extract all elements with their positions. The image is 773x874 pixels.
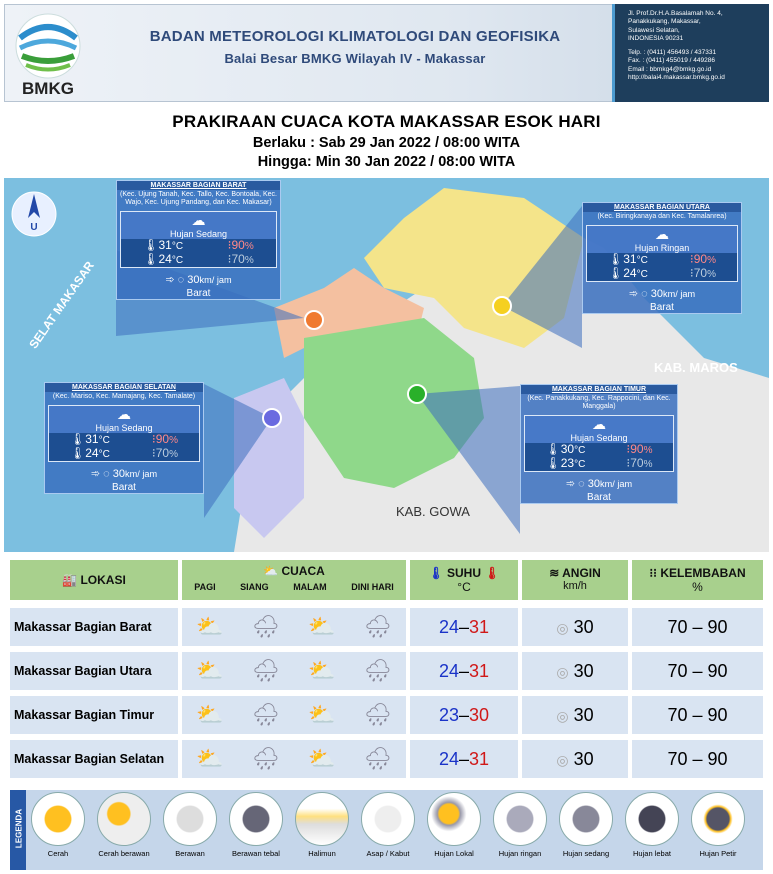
- panel-direction: Barat: [650, 302, 674, 313]
- contact-line[interactable]: http://balai4.makassar.bmkg.go.id: [628, 74, 725, 82]
- row-humidity: 70 – 90: [632, 696, 763, 734]
- row-weather-icons: [182, 740, 406, 778]
- row-location: Makassar Bagian Timur: [10, 696, 178, 734]
- panel-selatan: [44, 382, 204, 494]
- legend-berawan-tebal: Berawan tebal: [226, 792, 286, 858]
- sun-icon: [31, 792, 85, 846]
- agency-subtitle: Balai Besar BMKG Wilayah IV - Makassar: [224, 51, 486, 66]
- wind-icon: ≋: [549, 566, 560, 580]
- row-wind: ◎ 30: [522, 652, 628, 690]
- rain-icon: 🌧: [251, 614, 280, 639]
- period-malam: MALAM: [293, 582, 327, 592]
- sun-cloud-icon: [97, 792, 151, 846]
- row-weather-icons: [182, 652, 406, 690]
- legend-items: [28, 790, 763, 870]
- panel-condition: Hujan Sedang: [169, 229, 228, 239]
- partly-cloudy-icon: ⛅: [196, 614, 224, 639]
- header-suhu: 🌡 SUHU 🌡 °C: [410, 560, 518, 600]
- bmkg-logo: [14, 8, 86, 96]
- panel-direction: Barat: [587, 492, 611, 503]
- panel-title: MAKASSAR BAGIAN UTARA: [583, 203, 741, 212]
- partly-cloudy-icon: ⛅: [196, 746, 224, 771]
- legend-hujan-ringan: Hujan ringan: [490, 792, 550, 858]
- period-siang: SIANG: [240, 582, 269, 592]
- contact-line: Jl. Prof.Dr.H.A.Basalamah No. 4,: [628, 10, 723, 17]
- legend-hujan-sedang: Hujan sedang: [556, 792, 616, 858]
- panel-title: MAKASSAR BAGIAN TIMUR: [521, 385, 677, 394]
- panel-barat: [116, 180, 281, 300]
- label-maros: KAB. MAROS: [654, 360, 738, 375]
- rain-icon: 🌧: [363, 746, 392, 771]
- panel-utara: [582, 202, 742, 314]
- panel-condition: Hujan Sedang: [95, 423, 153, 433]
- rain-cloud-icon: ☁: [117, 406, 131, 422]
- legend-cerah-berawan: Cerah berawan: [94, 792, 154, 858]
- panel-direction: Barat: [186, 288, 211, 299]
- dark-cloud-icon: [229, 792, 283, 846]
- thermometer-icon: 🌡: [428, 566, 444, 580]
- label-selat: SELAT MAKASAR: [26, 258, 97, 352]
- rain-icon: 🌧: [251, 746, 280, 771]
- contact-line: INDONESIA 90231: [628, 34, 684, 42]
- header-kelembaban: ⁝⁝ KELEMBABAN %: [632, 560, 763, 600]
- valid-until: Hingga: Min 30 Jan 2022 / 08:00 WITA: [257, 154, 516, 170]
- local-rain-icon: [427, 792, 481, 846]
- moderate-rain-icon: [559, 792, 613, 846]
- haze-icon: [295, 792, 349, 846]
- legend-cerah: Cerah: [28, 792, 88, 858]
- panel-desc: (Kec. Mariso, Kec. Mamajang, Kec. Tamalate): [52, 393, 196, 400]
- rain-icon: 🌧: [251, 658, 280, 683]
- panel-condition: Hujan Ringan: [634, 243, 690, 253]
- contact-line: Email : bbmkg4@bmkg.go.id: [628, 65, 712, 73]
- partly-cloudy-icon: ⛅: [196, 702, 224, 727]
- compass-icon: ◎: [556, 752, 569, 768]
- compass-icon: ◎: [556, 708, 569, 724]
- panel-forecast: ☁ Hujan Ringan 🌡31°C ⁝90% 🌡24°C ⁝70%: [586, 225, 738, 282]
- panel-desc: (Kec. Biringkanaya dan Kec. Tamalanrea): [597, 213, 727, 220]
- drops-icon: ⁝⁝: [649, 566, 657, 580]
- row-location: Makassar Bagian Utara: [10, 652, 178, 690]
- header-cuaca: ⛅ CUACA PAGI SIANG MALAM DINI HARI: [182, 560, 406, 600]
- table-row: [10, 608, 763, 646]
- agency-name: [120, 28, 590, 66]
- panel-forecast: ☁ Hujan Sedang 🌡30°C ⁝90% 🌡23°C ⁝70%: [524, 415, 674, 472]
- header-angin: ≋ ANGIN km/h: [522, 560, 628, 600]
- row-wind: ◎ 30: [522, 608, 628, 646]
- panel-title: MAKASSAR BAGIAN BARAT: [117, 181, 280, 190]
- row-weather-icons: [182, 608, 406, 646]
- legend-halimun: Halimun: [292, 792, 352, 858]
- row-temp: 24–31: [410, 608, 518, 646]
- thermometer-hot-icon: 🌡: [484, 566, 500, 580]
- contact-box: [612, 4, 769, 102]
- valid-from: Berlaku : Sab 29 Jan 2022 / 08:00 WITA: [252, 135, 521, 151]
- panel-wind: ➾ ◌ 30km/ jam: [90, 468, 158, 480]
- thunderstorm-icon: [691, 792, 745, 846]
- header-lokasi: 🏭 LOKASI: [10, 560, 178, 600]
- rain-icon: 🌧: [363, 658, 392, 683]
- row-humidity: 70 – 90: [632, 652, 763, 690]
- marker-timur: [408, 385, 426, 403]
- logo-text: BMKG: [22, 79, 74, 96]
- forecast-map: [4, 178, 769, 552]
- contact-line: Panakkukang, Makassar,: [628, 18, 701, 26]
- legend-hujan-petir: Hujan Petir: [688, 792, 748, 858]
- label-gowa: KAB. GOWA: [396, 504, 470, 519]
- row-temp: 24–31: [410, 652, 518, 690]
- partly-cloudy-icon: ⛅: [308, 658, 336, 683]
- row-weather-icons: [182, 696, 406, 734]
- rain-icon: 🌧: [363, 614, 392, 639]
- rain-cloud-icon: ☁: [592, 416, 606, 432]
- north-label: U: [30, 222, 38, 233]
- panel-condition: Hujan Sedang: [570, 433, 628, 443]
- legend-tab: LEGENDA: [10, 790, 26, 870]
- contact-line: Telp. : (0411) 456493 / 437331: [628, 49, 717, 57]
- cloud-icon: [163, 792, 217, 846]
- marker-utara: [493, 297, 511, 315]
- partly-cloudy-icon: ⛅: [308, 746, 336, 771]
- period-pagi: PAGI: [194, 582, 216, 592]
- table-row: [10, 740, 763, 778]
- legend-hujan-lebat: Hujan lebat: [622, 792, 682, 858]
- compass-icon: ◎: [556, 664, 569, 680]
- humidity-icon: ⁝90%: [227, 238, 254, 252]
- factory-icon: 🏭: [62, 573, 78, 587]
- rain-icon: 🌧: [363, 702, 392, 727]
- rain-cloud-icon: ☁: [191, 212, 206, 228]
- contact-line: Sulawesi Selatan,: [628, 26, 680, 34]
- page-title: PRAKIRAAN CUACA KOTA MAKASSAR ESOK HARI: [172, 112, 601, 131]
- sun-cloud-icon: ⛅: [263, 564, 279, 578]
- table-row: [10, 696, 763, 734]
- forecast-table: [10, 560, 763, 785]
- forecast-title: [0, 112, 773, 170]
- row-humidity: 70 – 90: [632, 608, 763, 646]
- row-location: Makassar Bagian Selatan: [10, 740, 178, 778]
- panel-wind: ➾ ◌ 30km/ jam: [628, 288, 696, 300]
- contact-line: Fax. : (0411) 455019 / 449286: [628, 57, 715, 65]
- table-row: [10, 652, 763, 690]
- rain-icon: 🌧: [251, 702, 280, 727]
- marker-selatan: [263, 409, 281, 427]
- legend-hujan-lokal: Hujan Lokal: [424, 792, 484, 858]
- panel-forecast: ☁ Hujan Sedang 🌡31°C ⁝90% 🌡24°C ⁝70%: [48, 405, 200, 462]
- period-dini: DINI HARI: [351, 582, 394, 592]
- row-wind: ◎ 30: [522, 696, 628, 734]
- thermometer-icon: 🌡31°C: [143, 238, 184, 252]
- compass-icon: ◎: [556, 620, 569, 636]
- partly-cloudy-icon: ⛅: [196, 658, 224, 683]
- legend-berawan: Berawan: [160, 792, 220, 858]
- row-location: Makassar Bagian Barat: [10, 608, 178, 646]
- row-wind: ◎ 30: [522, 740, 628, 778]
- rain-cloud-icon: ☁: [655, 226, 669, 242]
- agency-title: BADAN METEOROLOGI KLIMATOLOGI DAN GEOFISIKA: [149, 28, 561, 45]
- partly-cloudy-icon: ⛅: [308, 614, 336, 639]
- marker-barat: [305, 311, 323, 329]
- light-rain-icon: [493, 792, 547, 846]
- row-humidity: 70 – 90: [632, 740, 763, 778]
- panel-desc: (Kec. Ujung Tanah, Kec. Tallo, Kec. Bontoala, Kec. Wajo, Kec. Ujung Pandang, dan Kec. Makasar): [120, 191, 277, 206]
- panel-direction: Barat: [112, 482, 136, 493]
- panel-timur: [520, 384, 678, 504]
- legend-asap-kabut: Asap / Kabut: [358, 792, 418, 858]
- panel-wind: ➾ ◌ 30km/ jam: [165, 274, 232, 286]
- panel-forecast: ☁ Hujan Sedang 🌡31°C ⁝90% 🌡24°C ⁝70%: [120, 211, 277, 268]
- panel-wind: ➾ ◌ 30km/ jam: [565, 478, 633, 490]
- partly-cloudy-icon: ⛅: [308, 702, 336, 727]
- panel-desc: (Kec. Panakkukang, Kec. Rappocini, dan Kec. Manggala): [527, 395, 671, 410]
- row-temp: 24–31: [410, 740, 518, 778]
- panel-title: MAKASSAR BAGIAN SELATAN: [45, 383, 203, 392]
- fog-icon: [361, 792, 415, 846]
- row-temp: 23–30: [410, 696, 518, 734]
- heavy-rain-icon: [625, 792, 679, 846]
